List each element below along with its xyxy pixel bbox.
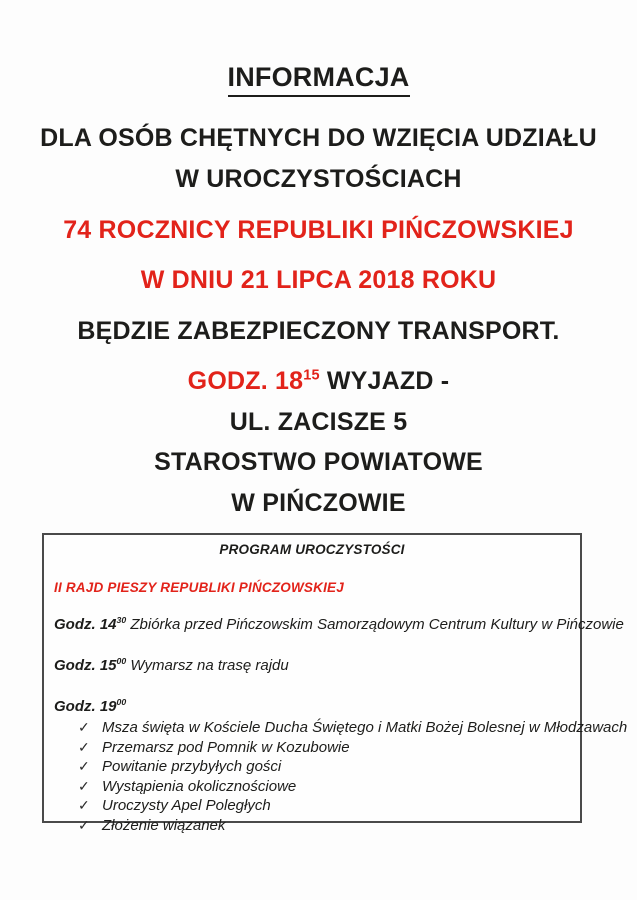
checklist-item-text: Złożenie wiązanek: [102, 816, 226, 834]
heading-address-city: W PIŃCZOWIE: [231, 489, 406, 518]
schedule-time: Godz. 19: [54, 698, 117, 715]
program-subtitle: II RAJD PIESZY REPUBLIKI PIŃCZOWSKIEJ: [54, 580, 344, 595]
schedule-time: Godz. 15: [54, 657, 117, 674]
check-icon: ✓: [78, 719, 90, 735]
program-title: PROGRAM UROCZYSTOŚCI: [219, 542, 405, 557]
schedule-entry-1430: [54, 615, 624, 633]
page-title: [0, 62, 637, 97]
check-icon: ✓: [78, 777, 90, 794]
check-icon: ✓: [78, 738, 90, 755]
heading-date: W DNIU 21 LIPCA 2018 ROKU: [140, 266, 497, 295]
schedule-time: Godz. 14: [54, 616, 117, 633]
departure-time-prefix: GODZ. 18: [187, 366, 304, 395]
schedule-time-superscript: 30: [116, 615, 127, 625]
program-checklist: [54, 718, 628, 835]
heading-audience-line1: DLA OSÓB CHĘTNYCH DO WZIĘCIA UDZIAŁU: [40, 124, 597, 153]
schedule-text: Wymarsz na trasę rajdu: [126, 657, 289, 674]
checklist-item-text: Wystąpienia okolicznościowe: [102, 777, 297, 795]
check-icon: ✓: [78, 816, 90, 833]
heading-address-office: STAROSTWO POWIATOWE: [154, 448, 483, 477]
schedule-time-superscript: 00: [116, 697, 127, 707]
checklist-item: [78, 816, 570, 836]
heading-address-street: UL. ZACISZE 5: [229, 407, 408, 436]
schedule-entry-1500: [54, 657, 570, 674]
check-icon: ✓: [78, 758, 90, 774]
checklist-item: [78, 796, 570, 816]
heading-audience-line2: W UROCZYSTOŚCIACH: [175, 164, 462, 193]
checklist-item: [78, 738, 570, 758]
page-title-text: INFORMACJA: [228, 62, 410, 97]
checklist-item-text: Powitanie przybyłych gości: [102, 758, 282, 775]
heading-anniversary: 74 ROCZNICY REPUBLIKI PIŃCZOWSKIEJ: [63, 215, 574, 244]
departure-rest: WYJAZD -: [319, 366, 450, 395]
checklist-item: [78, 777, 570, 797]
schedule-time-superscript: 00: [116, 656, 127, 666]
schedule-text: Zbiórka przed Pińczowskim Samorządowym Centrum Kultury w Pińczowie: [126, 616, 624, 633]
checklist-item-text: Msza święta w Kościele Ducha Świętego i Matki Bożej Bolesnej w Młodzawach: [102, 719, 628, 736]
schedule-entry-1900: [54, 698, 570, 715]
checklist-item-text: Przemarsz pod Pomnik w Kozubowie: [102, 738, 350, 756]
departure-time-superscript: 15: [303, 367, 320, 384]
heading-departure: [0, 367, 637, 396]
departure-time: [188, 367, 320, 395]
checklist-item: [78, 718, 628, 738]
checklist-item-text: Uroczysty Apel Poległych: [102, 797, 271, 814]
check-icon: ✓: [78, 797, 90, 813]
heading-transport: BĘDZIE ZABEZPIECZONY TRANSPORT.: [77, 317, 560, 346]
program-box: [42, 533, 628, 834]
checklist-item: [78, 757, 570, 777]
